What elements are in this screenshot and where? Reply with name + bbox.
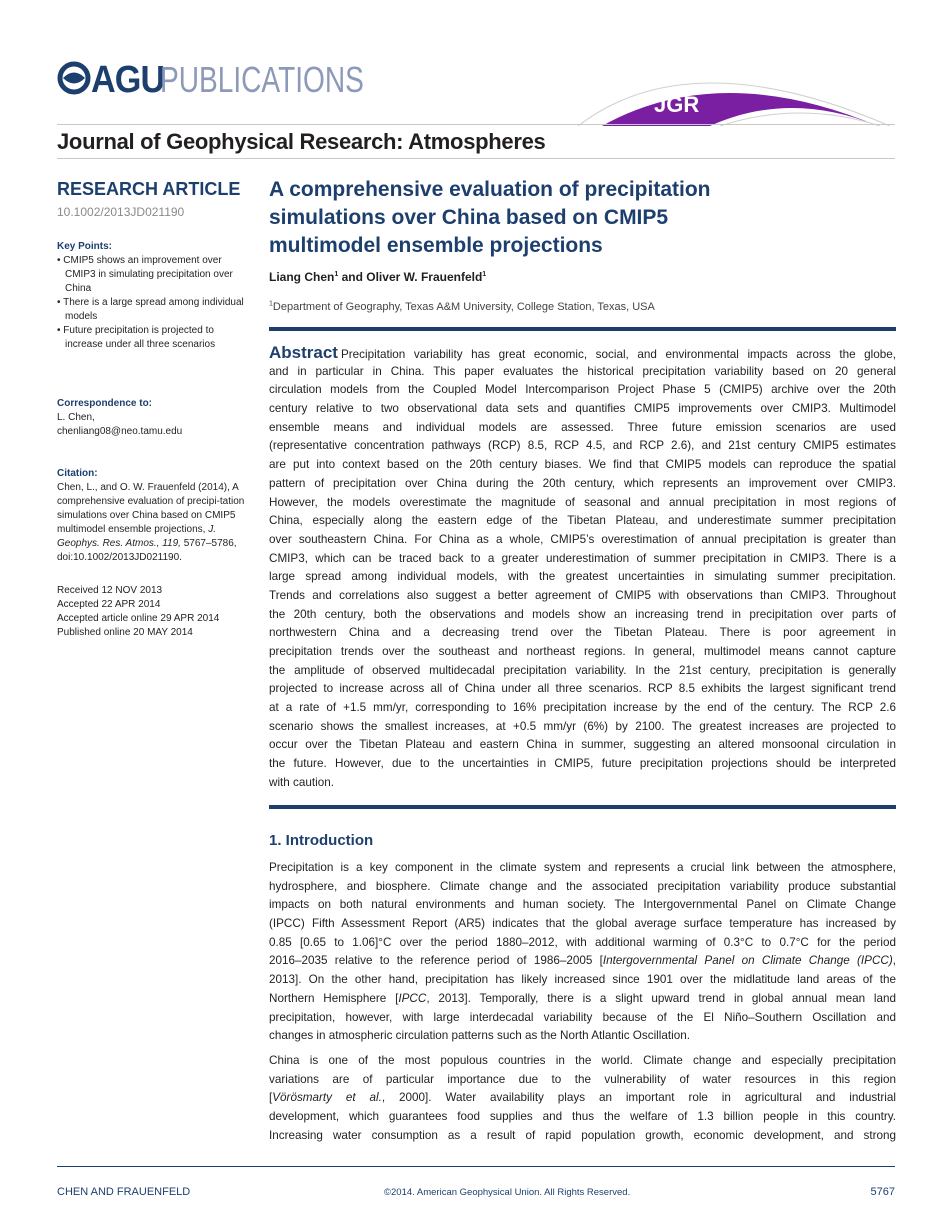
text-line	[269, 915, 896, 934]
italic-citation: Vörösmarty et al.	[272, 1091, 382, 1105]
citation-pages: 5767–5786, doi:10.1002/2013JD021190.	[57, 538, 237, 563]
correspondence-label: Correspondence to:	[57, 398, 153, 409]
author-separator: and	[338, 270, 367, 284]
logo-publications-text: PUBLICATIONS	[160, 59, 365, 100]
text-segment: development, which guarantees food supplies and thus the welfare of 1.3 billion people in this country.	[269, 1110, 896, 1124]
header-divider	[57, 124, 895, 125]
key-point: • There is a large spread among individual models	[57, 296, 247, 324]
section-heading: 1. Introduction	[269, 832, 374, 849]
text-segment: over southeastern China. For China as a whole, CMIP5’s overestimation of annual precipitation is greater than	[269, 532, 896, 546]
title-line: multimodel ensemble projections	[269, 234, 603, 257]
article-dates	[57, 584, 247, 640]
text-line	[269, 1071, 896, 1090]
text-segment: China, especially along the eastern edge of the Tibetan Plateau, and underestimate summer precipitation	[269, 514, 896, 528]
article-title	[269, 176, 769, 260]
page-number: 5767	[870, 1186, 895, 1198]
text-line	[269, 1089, 896, 1108]
italic-citation: Intergovernmental Panel on Climate Change (IPCC)	[602, 954, 893, 968]
text-line	[269, 400, 896, 419]
footer-rule	[57, 1166, 895, 1167]
text-segment: the 20th century, both the observations and models show an increasing trend in precipitation over parts of	[269, 607, 896, 621]
text-segment: the amplitude of observed multidecadal precipitation variability. In the 21st century, precipitation is generally	[269, 663, 896, 677]
text-segment: Increasing water consumption as a result of rapid population growth, economic development, and strong	[269, 1128, 896, 1142]
text-segment: ,	[892, 954, 896, 968]
text-line	[269, 381, 896, 400]
logo-agu-text: AGU	[91, 58, 165, 101]
text-segment: Northern Hemisphere [	[269, 991, 399, 1005]
text-segment: ensemble means and individual models are assessed. Three future emission scenarios are used	[269, 420, 896, 434]
abstract	[269, 344, 896, 793]
text-segment: changes in atmospheric circulation patterns such as the North Atlantic Oscillation.	[269, 1029, 690, 1043]
text-segment: century relative to two observational data sets and quantifies CMIP5 improvements over CMIP3. Multimodel	[269, 402, 896, 416]
text-line	[269, 662, 896, 681]
text-line	[269, 531, 896, 550]
text-segment: and in particular in China. This paper evaluates the historical precipitation variability based on 20 general	[269, 364, 896, 378]
text-line	[269, 512, 896, 531]
text-line	[269, 934, 896, 953]
text-segment: at a rate of +1.5 mm/yr, corresponding to 16% precipitation increase by the end of the century. The RCP 2.6	[269, 701, 896, 715]
text-line	[269, 1027, 896, 1046]
text-segment: (representative concentration pathways (RCP) 8.5, RCP 4.5, and RCP 2.6), and 21st century CMIP5 estimates	[269, 439, 896, 453]
date-accepted: Accepted 22 APR 2014	[57, 599, 161, 610]
key-points-label: Key Points:	[57, 241, 113, 252]
date-received: Received 12 NOV 2013	[57, 585, 163, 596]
text-line	[269, 344, 896, 363]
text-segment: occur over the Tibetan Plateau and eastern China in summer, suggesting an altered monsoonal circulation in	[269, 738, 896, 752]
key-point: • CMIP5 shows an improvement over CMIP3 in simulating precipitation over China	[57, 254, 247, 296]
text-segment: (IPCC) Fifth Assessment Report (AR5) indicates that the global average surface temperature has increased by	[269, 917, 896, 931]
text-segment: [	[269, 1091, 273, 1105]
correspondence	[57, 397, 247, 439]
footer-authors: CHEN AND FRAUENFELD	[57, 1186, 191, 1198]
text-segment: , 2013]. Temporally, there is a slight upward trend in global annual mean land	[426, 991, 896, 1005]
text-line	[269, 971, 896, 990]
text-line	[269, 494, 896, 513]
article-doi: 10.1002/2013JD021190	[57, 205, 185, 219]
text-segment: China is one of the most populous countries in the world. Climate change and especially precipitation	[269, 1054, 896, 1067]
agu-logo-icon	[57, 61, 91, 100]
key-points	[57, 240, 247, 352]
text-line	[269, 1052, 896, 1071]
text-line	[269, 755, 896, 774]
author: Liang Chen	[269, 270, 335, 284]
text-line	[269, 437, 896, 456]
text-line	[269, 699, 896, 718]
text-segment: precipitation, however, with large interdecadal variability because of the El Niño–Southern Oscillation and	[269, 1010, 896, 1024]
citation	[57, 467, 247, 565]
text-line	[269, 550, 896, 569]
authors	[269, 270, 486, 284]
title-line: A comprehensive evaluation of precipitation	[269, 178, 711, 201]
text-line	[269, 718, 896, 737]
key-point: • Future precipitation is projected to increase under all three scenarios	[57, 324, 247, 352]
affiliation-text: Department of Geography, Texas A&M University, College Station, Texas, USA	[272, 301, 655, 313]
affiliation	[269, 301, 655, 313]
text-segment: precipitation trends over the southeast and northeast regions. In general, multimodel means cannot capture	[269, 645, 896, 658]
text-line	[269, 990, 896, 1009]
text-line	[269, 1127, 896, 1146]
text-segment: hydrosphere, and biosphere. Climate change and the associated precipitation variability produce substantial	[269, 879, 896, 893]
intro-paragraph	[269, 1052, 896, 1145]
text-segment: impacts on both natural environments and human society. The Intergovernmental Panel on Climate Change	[269, 898, 896, 912]
jgr-badge-text: JGR	[654, 92, 700, 117]
text-line	[269, 419, 896, 438]
text-line	[269, 736, 896, 755]
text-segment: , 2000]. Water availability plays an important role in agricultural and industrial	[381, 1091, 896, 1105]
text-segment: scenario shows the smallest increases, at +0.5 mm/yr (6%) by 2100. The greatest increases are projected to	[269, 719, 896, 733]
citation-text: Chen, L., and O. W. Frauenfeld (2014), A comprehensive evaluation of precipi-tation simulations over China based on CMIP5 multimodel ensemble projections,	[57, 482, 245, 535]
text-line	[269, 363, 896, 382]
date-published: Published online 20 MAY 2014	[57, 627, 193, 638]
text-segment: northwestern China and a decreasing trend over the Tibetan Plateau. There is poor agreement in	[269, 626, 896, 640]
text-line	[269, 896, 896, 915]
text-line	[269, 774, 896, 793]
text-segment: Precipitation is a key component in the climate system and represents a crucial link between the atmosphere,	[269, 861, 896, 874]
text-segment: are put into context based on the 20th century biases. We find that CMIP5 models can reproduce the spatial	[269, 458, 896, 472]
text-segment: with caution.	[269, 775, 334, 789]
footer-copyright: ©2014. American Geophysical Union. All Rights Reserved.	[384, 1187, 631, 1198]
text-segment: pattern of precipitation over China during the 20th century, which represents an improvement over CMIP3.	[269, 476, 896, 490]
abstract-top-rule	[269, 327, 896, 331]
text-segment: CMIP3, which can be traced back to a greater underestimation of summer precipitation in CMIP3. There is a	[269, 551, 896, 565]
text-segment: 2013]. On the other hand, precipitation has likely increased since 1901 over the midlatitude land areas of the	[269, 973, 896, 987]
text-line	[269, 643, 896, 662]
citation-journal: J. Geophys. Res. Atmos., 119,	[57, 524, 216, 549]
author: Oliver W. Frauenfeld	[366, 270, 483, 284]
title-line: simulations over China based on CMIP5	[269, 206, 669, 229]
text-line	[269, 859, 896, 878]
text-segment: projected to increase across all of China under all three scenarios. RCP 8.5 exhibits the largest significant trend	[269, 682, 896, 696]
italic-citation: IPCC	[398, 991, 427, 1005]
text-segment: large spread among individual models, with the greatest uncertainties in simulating summer precipitation.	[269, 570, 896, 584]
text-segment: 2016–2035 relative to the reference period of 1986–2005 [	[269, 954, 603, 968]
citation-label: Citation:	[57, 468, 98, 479]
text-segment: the future. However, due to the uncertainties in CMIP5, future precipitation projections should be interpreted	[269, 757, 896, 771]
agu-publications-logo	[57, 58, 422, 102]
text-line	[269, 952, 896, 971]
text-segment: variations are of particular importance due to the vulnerability of water resources in this region	[269, 1072, 896, 1086]
affiliation-mark: 1	[334, 271, 339, 278]
text-line	[269, 606, 896, 625]
abstract-bottom-rule	[269, 805, 896, 809]
date-accepted-online: Accepted article online 29 APR 2014	[57, 613, 220, 624]
text-segment: 0.85 [0.65 to 1.06]°C over the period 1880–2012, with additional warming of 0.3°C to 0.7°C for the period	[269, 935, 896, 949]
journal-title: Journal of Geophysical Research: Atmospheres	[57, 129, 546, 154]
text-line	[269, 878, 896, 897]
text-line	[269, 456, 896, 475]
text-line	[269, 680, 896, 699]
correspondence-name: L. Chen,	[57, 412, 95, 423]
text-line	[269, 568, 896, 587]
article-type: RESEARCH ARTICLE	[57, 179, 241, 199]
text-segment: Trends and correlations also suggest a better agreement of CMIP5 with observations than CMIP3. Throughout	[269, 588, 896, 602]
intro-paragraph	[269, 859, 896, 1046]
jgr-arc-badge	[570, 70, 900, 126]
text-segment: However, the models overestimate the magnitude of seasonal and annual precipitation in most regions of	[269, 495, 896, 509]
text-segment: Precipitation variability has great economic, social, and environmental impacts across the globe,	[340, 348, 896, 361]
text-line	[269, 624, 896, 643]
correspondence-email[interactable]: chenliang08@neo.tamu.edu	[57, 426, 183, 437]
text-line	[269, 1108, 896, 1127]
text-line	[269, 1009, 896, 1028]
affiliation-mark: 1	[269, 300, 273, 308]
text-line	[269, 587, 896, 606]
affiliation-mark: 1	[482, 271, 487, 278]
abstract-label: Abstract	[269, 343, 338, 362]
text-segment: circulation models from the Coupled Model Intercomparison Project Phase 5 (CMIP5) archive over the 20th	[269, 383, 896, 397]
text-line	[269, 475, 896, 494]
header-divider	[57, 158, 895, 159]
